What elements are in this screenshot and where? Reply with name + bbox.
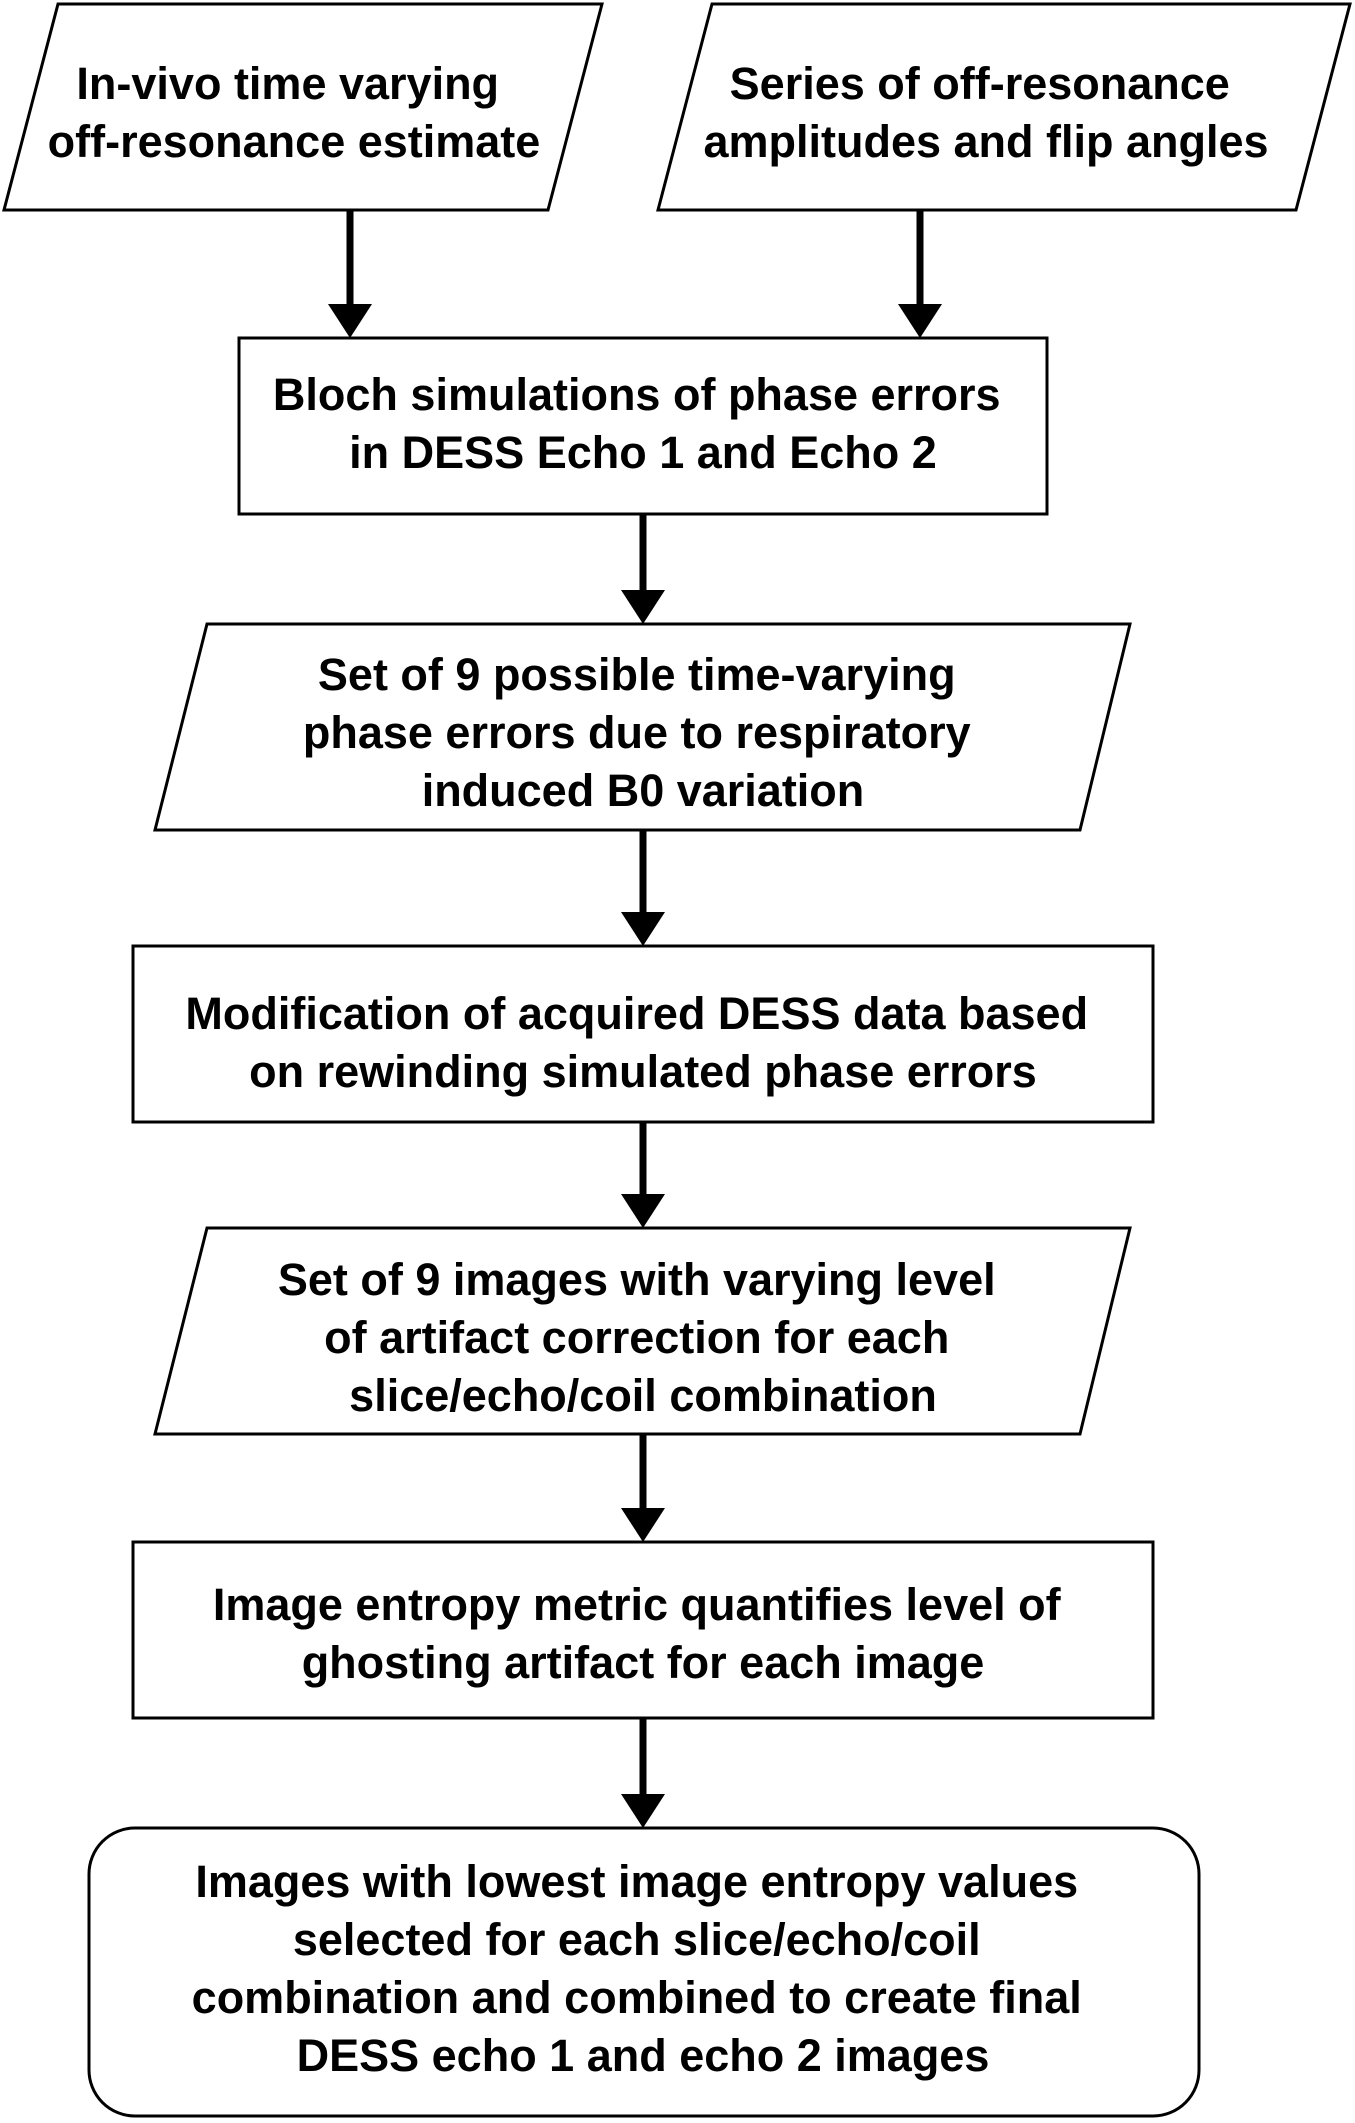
arrowhead-icon [621,1194,665,1228]
arrowhead-icon [621,590,665,624]
edge-series-to-bloch [898,210,942,338]
node-off-resonance-amplitudes-flip-angles-label: Series of off-resonance amplitudes and flip angles [703,58,1269,167]
arrowhead-icon [328,304,372,338]
node-image-entropy-metric-label: Image entropy metric quantifies level of ghosting artifact for each image [212,1579,1061,1688]
node-bloch-simulations [239,338,1047,514]
node-set-of-9-images-label: Set of 9 images with varying level of artifact correction for each slice/echo/coil combination [277,1254,996,1421]
edge-bloch-to-phase-errors [621,514,665,624]
node-modification-of-dess-data [133,946,1153,1122]
node-set-of-9-phase-errors [155,624,1130,830]
node-final-dess-images-label: Images with lowest image entropy values selected for each slice/echo/coil combination and combined to create final DESS echo 1 and echo 2 images [191,1856,1082,2081]
edge-phase-errors-to-modification [621,830,665,946]
arrowhead-icon [621,912,665,946]
node-in-vivo-off-resonance-estimate-label: In-vivo time varying off-resonance estimate [47,58,541,167]
arrowhead-icon [621,1794,665,1828]
node-off-resonance-amplitudes-flip-angles [658,4,1350,210]
node-in-vivo-off-resonance-estimate [4,4,602,210]
edge-images-to-entropy [621,1434,665,1542]
node-set-of-9-phase-errors-label: Set of 9 possible time-varying phase errors due to respiratory induced B0 variation [302,649,971,816]
node-final-dess-images [89,1828,1199,2116]
node-modification-of-dess-data-label: Modification of acquired DESS data based on rewinding simulated phase errors [185,988,1089,1097]
edge-modification-to-images [621,1122,665,1228]
arrowhead-icon [621,1508,665,1542]
edge-in-vivo-to-bloch [328,210,372,338]
node-set-of-9-images [155,1228,1130,1434]
edge-entropy-to-output [621,1718,665,1828]
node-bloch-simulations-label: Bloch simulations of phase errors in DESS Echo 1 and Echo 2 [272,369,1001,478]
arrowhead-icon [898,304,942,338]
node-image-entropy-metric [133,1542,1153,1718]
